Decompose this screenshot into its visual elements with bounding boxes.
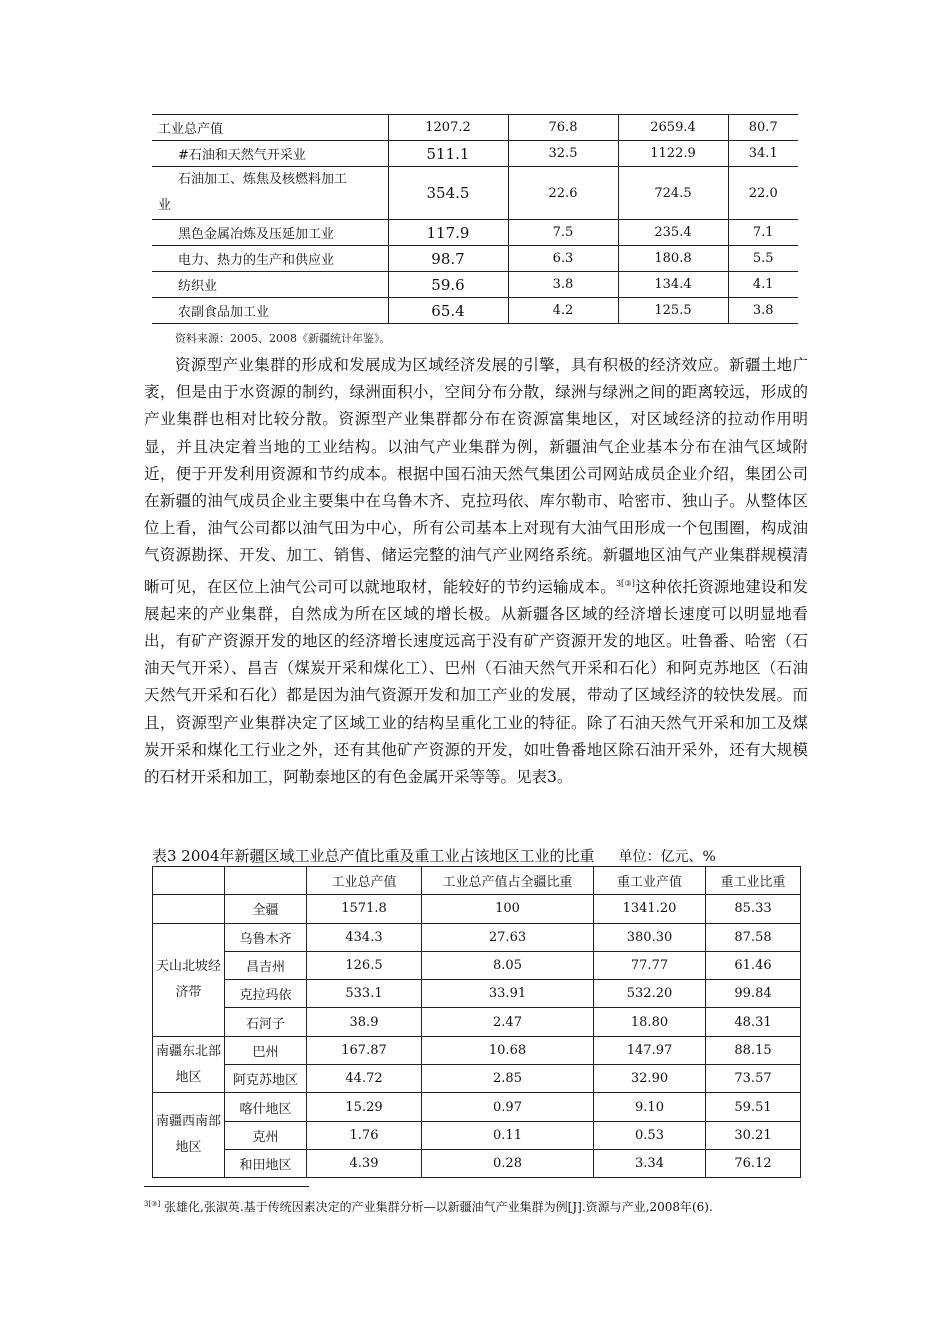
cell: 9.10 xyxy=(594,1093,706,1121)
row-label-line1: 石油加工、炼焦及核燃料加工 xyxy=(178,172,348,187)
table-row xyxy=(152,167,798,220)
table-row xyxy=(153,951,801,979)
row-label: 喀什地区 xyxy=(225,1093,307,1121)
cell: 125.5 xyxy=(618,298,728,324)
cell: 434.3 xyxy=(307,923,422,951)
column-header: 工业总产值 xyxy=(307,867,422,895)
table3-caption xyxy=(152,845,716,866)
regional-output-table xyxy=(152,866,801,1178)
cell: 147.97 xyxy=(594,1036,706,1064)
cell: 38.9 xyxy=(307,1008,422,1036)
row-label: 巴州 xyxy=(225,1036,307,1064)
cell: 6.3 xyxy=(508,246,618,272)
cell: 4.39 xyxy=(307,1149,422,1177)
row-label: 电力、热力的生产和供应业 xyxy=(152,246,388,272)
row-label: #石油和天然气开采业 xyxy=(152,141,388,167)
cell: 61.46 xyxy=(706,951,801,979)
table-row xyxy=(153,1093,801,1121)
cell: 73.57 xyxy=(706,1065,801,1093)
empty-cell xyxy=(225,867,307,895)
industry-output-table xyxy=(152,114,798,324)
empty-cell xyxy=(153,895,225,923)
region-line1: 天山北坡经 xyxy=(155,958,221,974)
cell: 59.51 xyxy=(706,1093,801,1121)
cell: 354.5 xyxy=(388,167,508,220)
cell: 22.6 xyxy=(508,167,618,220)
cell: 0.11 xyxy=(422,1121,594,1149)
table-row xyxy=(153,1121,801,1149)
paragraph-text-2: 这种依托资源地建设和发展起来的产业集群，自然成为所在区域的增长极。从新疆各区域的经济增长速度可以明显地看出，有矿产资源开发的地区的经济增长速度远高于没有矿产资源开发的地区。吐鲁番、哈密（石油天气开采）、昌吉（煤炭开采和煤化工）、巴州（石油天然气开采和石化）和阿克苏地区（石油天然气开采和石化）都是因为油气资源开发和加工产业的发展，带动了区域经济的较快发展。而且，资源型产业集群决定了区域工业的结构呈重化工业的特征。除了石油天然气开采和加工及煤炭开采和煤化工行业之外，还有其他矿产资源的开发，如吐鲁番地区除石油开采外，还有大规模的石材开采和加工，阿勒泰地区的有色金属开采等等。见表3。 xyxy=(144,577,808,787)
table-row xyxy=(152,141,798,167)
cell: 32.90 xyxy=(594,1065,706,1093)
cell: 48.31 xyxy=(706,1008,801,1036)
cell: 7.1 xyxy=(728,220,798,246)
region-label xyxy=(153,923,225,1036)
cell: 30.21 xyxy=(706,1121,801,1149)
row-label xyxy=(152,167,388,220)
cell: 2.47 xyxy=(422,1008,594,1036)
body-paragraph xyxy=(144,352,808,791)
cell: 2.85 xyxy=(422,1065,594,1093)
empty-cell xyxy=(153,867,225,895)
region-line1: 南疆西南部 xyxy=(155,1114,221,1130)
cell: 134.4 xyxy=(618,272,728,298)
cell: 0.28 xyxy=(422,1149,594,1177)
cell: 80.7 xyxy=(728,115,798,141)
cell: 76.12 xyxy=(706,1149,801,1177)
cell: 0.97 xyxy=(422,1093,594,1121)
table-row xyxy=(152,272,798,298)
region-label xyxy=(153,1093,225,1178)
row-label-line2: 业 xyxy=(158,198,172,213)
cell: 511.1 xyxy=(388,141,508,167)
column-header: 工业总产值占全疆比重 xyxy=(422,867,594,895)
row-label: 阿克苏地区 xyxy=(225,1065,307,1093)
row-label: 纺织业 xyxy=(152,272,388,298)
footnote-ref: 3[③] xyxy=(144,1200,161,1208)
cell: 85.33 xyxy=(706,895,801,923)
table-row xyxy=(153,895,801,923)
table-row xyxy=(152,246,798,272)
table-row xyxy=(153,1036,801,1064)
cell: 3.34 xyxy=(594,1149,706,1177)
cell: 87.58 xyxy=(706,923,801,951)
region-line1: 南疆东北部 xyxy=(155,1043,221,1059)
row-label: 和田地区 xyxy=(225,1149,307,1177)
cell: 0.53 xyxy=(594,1121,706,1149)
cell: 5.5 xyxy=(728,246,798,272)
cell: 1207.2 xyxy=(388,115,508,141)
cell: 235.4 xyxy=(618,220,728,246)
cell: 533.1 xyxy=(307,980,422,1008)
cell: 724.5 xyxy=(618,167,728,220)
table-header-row xyxy=(153,867,801,895)
row-label: 克州 xyxy=(225,1121,307,1149)
cell: 33.91 xyxy=(422,980,594,1008)
table-row xyxy=(152,220,798,246)
footnote xyxy=(144,1195,808,1217)
row-label: 克拉玛依 xyxy=(225,980,307,1008)
row-label: 全疆 xyxy=(225,895,307,923)
cell: 99.84 xyxy=(706,980,801,1008)
cell: 180.8 xyxy=(618,246,728,272)
column-header: 重工业产值 xyxy=(594,867,706,895)
cell: 88.15 xyxy=(706,1036,801,1064)
cell: 532.20 xyxy=(594,980,706,1008)
table-source-note: 资料来源：2005、2008《新疆统计年鉴》。 xyxy=(175,332,391,345)
table3-title: 表3 2004年新疆区域工业总产值比重及重工业占该地区工业的比重 xyxy=(152,847,595,865)
cell: 380.30 xyxy=(594,923,706,951)
cell: 2659.4 xyxy=(618,115,728,141)
footnote-separator xyxy=(144,1186,309,1187)
cell: 1.76 xyxy=(307,1121,422,1149)
cell: 100 xyxy=(422,895,594,923)
table-row xyxy=(153,1008,801,1036)
region-line2: 地区 xyxy=(175,1069,202,1085)
table-row xyxy=(152,298,798,324)
cell: 1341.20 xyxy=(594,895,706,923)
table3-unit: 单位：亿元、% xyxy=(618,849,716,865)
cell: 44.72 xyxy=(307,1065,422,1093)
cell: 1571.8 xyxy=(307,895,422,923)
cell: 1122.9 xyxy=(618,141,728,167)
cell: 7.5 xyxy=(508,220,618,246)
cell: 10.68 xyxy=(422,1036,594,1064)
table-row xyxy=(152,115,798,141)
table-row xyxy=(153,923,801,951)
column-header: 重工业比重 xyxy=(706,867,801,895)
row-label: 昌吉州 xyxy=(225,951,307,979)
cell: 8.05 xyxy=(422,951,594,979)
row-label: 工业总产值 xyxy=(152,115,388,141)
cell: 18.80 xyxy=(594,1008,706,1036)
row-label: 农副食品加工业 xyxy=(152,298,388,324)
cell: 77.77 xyxy=(594,951,706,979)
cell: 65.4 xyxy=(388,298,508,324)
cell: 76.8 xyxy=(508,115,618,141)
cell: 59.6 xyxy=(388,272,508,298)
cell: 3.8 xyxy=(728,298,798,324)
cell: 32.5 xyxy=(508,141,618,167)
region-line2: 济带 xyxy=(175,984,202,1000)
cell: 27.63 xyxy=(422,923,594,951)
row-label: 黑色金属冶炼及压延加工业 xyxy=(152,220,388,246)
cell: 4.2 xyxy=(508,298,618,324)
table-row xyxy=(153,1149,801,1177)
cell: 22.0 xyxy=(728,167,798,220)
cell: 4.1 xyxy=(728,272,798,298)
cell: 167.87 xyxy=(307,1036,422,1064)
citation-ref: 3[③] xyxy=(615,578,635,588)
region-line2: 地区 xyxy=(175,1140,202,1156)
table-row xyxy=(153,980,801,1008)
footnote-text: 张雄化,张淑英.基于传统因素决定的产业集群分析—以新疆油气产业集群为例[J].资源与产业,2008年(6). xyxy=(160,1200,713,1214)
region-label xyxy=(153,1036,225,1093)
cell: 3.8 xyxy=(508,272,618,298)
cell: 34.1 xyxy=(728,141,798,167)
cell: 98.7 xyxy=(388,246,508,272)
row-label: 乌鲁木齐 xyxy=(225,923,307,951)
paragraph-text-1: 资源型产业集群的形成和发展成为区域经济发展的引擎，具有积极的经济效应。新疆土地广袤，但是由于水资源的制约，绿洲面积小，空间分布分散，绿洲与绿洲之间的距离较远，形成的产业集群也相对比较分散。资源型产业集群都分布在资源富集地区，对区域经济的拉动作用明显，并且决定着当地的工业结构。以油气产业集群为例，新疆油气企业基本分布在油气区域附近，便于开发利用资源和节约成本。根据中国石油天然气集团公司网站成员企业介绍，集团公司在新疆的油气成员企业主要集中在乌鲁木齐、克拉玛依、库尔勒市、哈密市、独山子。从整体区位上看，油气公司都以油气田为中心，所有公司基本上对现有大油气田形成一个包围圈，构成油气资源勘探、开发、加工、销售、储运完整的油气产业网络系统。新疆地区油气产业集群规模清晰可见，在区位上油气公司可以就地取材，能较好的节约运输成本。 xyxy=(144,356,808,596)
cell: 15.29 xyxy=(307,1093,422,1121)
row-label: 石河子 xyxy=(225,1008,307,1036)
cell: 126.5 xyxy=(307,951,422,979)
table-row xyxy=(153,1065,801,1093)
cell: 117.9 xyxy=(388,220,508,246)
